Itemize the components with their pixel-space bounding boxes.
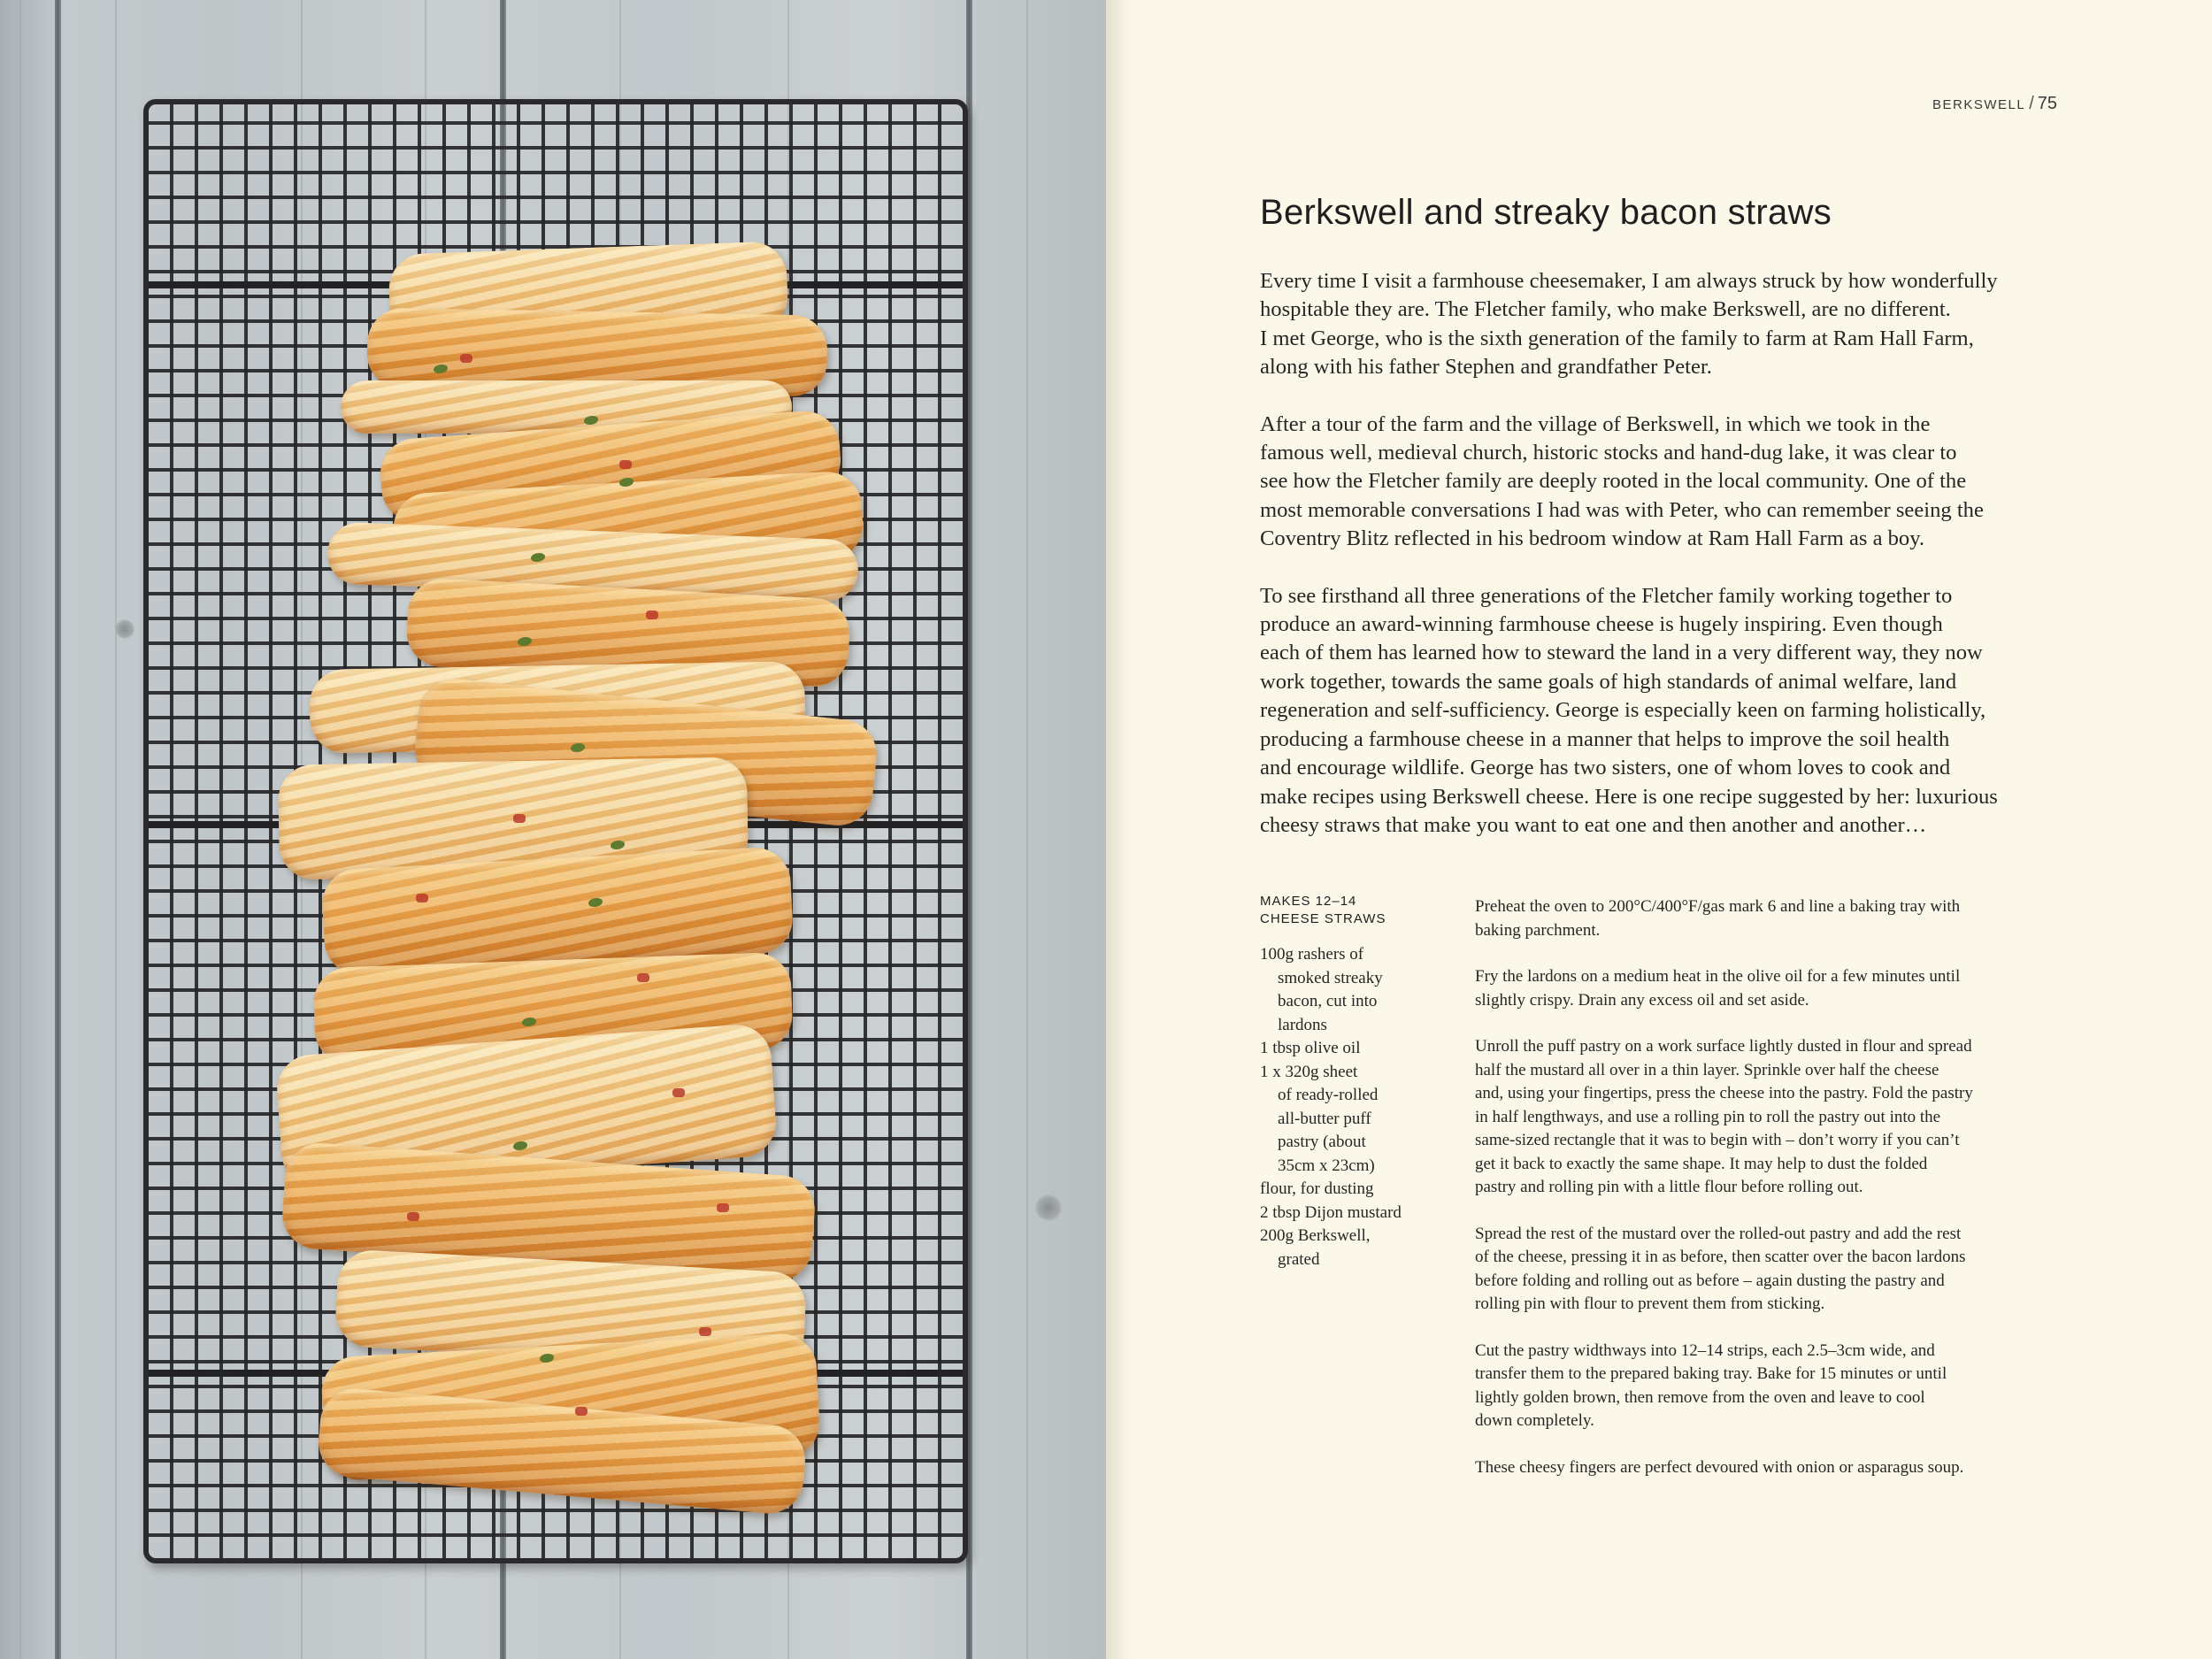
ingredient-line: pastry (about <box>1278 1133 1366 1151</box>
method-line: Fry the lardons on a medium heat in the olive oil for a few minutes until <box>1475 967 1961 986</box>
intro-paragraph <box>1260 267 2065 382</box>
intro-line: most memorable conversations I had was with Peter, who can remember seeing the <box>1260 497 1984 522</box>
method-line: same-sized rectangle that it was to begin with – don’t worry if you can’t <box>1475 1131 1960 1149</box>
ingredient-item <box>1260 1225 1472 1271</box>
intro-line: Coventry Blitz reflected in his bedroom window at Ram Hall Farm as a boy. <box>1260 526 1925 551</box>
ingredient-line: 35cm x 23cm) <box>1278 1156 1375 1175</box>
bacon-bit <box>416 894 428 902</box>
yield-line: CHEESE STRAWS <box>1260 911 1386 926</box>
bacon-bit <box>637 973 649 982</box>
method-line: Spread the rest of the mustard over the rolled-out pastry and add the rest <box>1475 1224 1962 1243</box>
section-name: BERKSWELL <box>1932 97 2026 112</box>
intro-paragraph <box>1260 411 2065 554</box>
bacon-bit <box>513 814 526 823</box>
intro-line: work together, towards the same goals of high standards of animal welfare, land <box>1260 669 1957 694</box>
method-line: Cut the pastry widthways into 12–14 strips, each 2.5–3cm wide, and <box>1475 1340 1935 1360</box>
ingredient-line: of ready-rolled <box>1278 1086 1379 1104</box>
ingredient-line: 1 tbsp olive oil <box>1260 1039 1361 1057</box>
intro-line: hospitable they are. The Fletcher family, who make Berkswell, are no different. <box>1260 297 1951 322</box>
bacon-bit <box>575 1407 588 1416</box>
method-line: of the cheese, pressing it in as before, then scatter over the bacon lardons <box>1475 1248 1966 1266</box>
method-line: half the mustard all over in a thin layer. Sprinkle over half the cheese <box>1475 1060 1939 1079</box>
method-line: get it back to exactly the same shape. It may help to dust the folded <box>1475 1154 1928 1173</box>
intro-paragraph <box>1260 582 2065 841</box>
ingredient-line: bacon, cut into <box>1278 992 1378 1010</box>
method-line: rolling pin with flour to prevent them from sticking. <box>1475 1294 1825 1313</box>
yield-line: MAKES 12–14 <box>1260 894 1357 909</box>
running-head <box>1932 94 2057 114</box>
method-line: and, using your fingertips, press the cheese into the pastry. Fold the pastry <box>1475 1084 1973 1102</box>
ingredient-line: grated <box>1278 1249 1320 1269</box>
intro-line: see how the Fletcher family are deeply rooted in the local community. One of the <box>1260 469 1967 494</box>
intro-line: regeneration and self-sufficiency. George is especially keen on farming holistically, <box>1260 698 1986 723</box>
intro-line: Every time I visit a farmhouse cheesemaker, I am always struck by how wonderfully <box>1260 269 1998 293</box>
intro-line: each of them has learned how to steward the land in a very different way, they now <box>1260 641 1983 665</box>
bacon-bit <box>619 460 632 469</box>
intro-line: along with his father Stephen and grandfather Peter. <box>1260 355 1712 380</box>
recipe-page <box>1106 0 2212 1659</box>
ingredient-line: flour, for dusting <box>1260 1179 1374 1198</box>
intro-line: I met George, who is the sixth generation of the family to farm at Ram Hall Farm, <box>1260 326 1974 350</box>
method-line: lightly golden brown, then remove from the oven and leave to cool <box>1475 1387 1925 1407</box>
intro-line: and encourage wildlife. George has two sisters, one of whom loves to cook and <box>1260 756 1951 780</box>
method-step <box>1475 1223 2077 1317</box>
ingredients-list <box>1260 943 1472 1271</box>
intro-line: To see firsthand all three generations of the Fletcher family working together to <box>1260 583 1953 608</box>
method-line: down completely. <box>1475 1411 1594 1430</box>
method-line: baking parchment. <box>1475 920 1601 940</box>
method-line: These cheesy fingers are perfect devoured with onion or asparagus soup. <box>1475 1457 1964 1477</box>
method-step <box>1475 1340 2077 1433</box>
intro-line: After a tour of the farm and the village of Berkswell, in which we took in the <box>1260 411 1931 436</box>
ingredient-line: lardons <box>1278 1015 1327 1034</box>
method-line: Preheat the oven to 200°C/400°F/gas mark 6 and line a baking tray with <box>1475 897 1961 916</box>
method-line: in half lengthways, and use a rolling pin to roll the pastry out into the <box>1475 1107 1941 1126</box>
ingredient-item <box>1260 1037 1472 1061</box>
method-step <box>1475 1456 2077 1480</box>
method-steps <box>1475 895 2077 1502</box>
ingredient-item <box>1260 943 1472 1037</box>
ingredient-line: 200g Berkswell, <box>1260 1226 1371 1245</box>
ingredient-line: smoked streaky <box>1278 968 1383 987</box>
intro-line: produce an award-winning farmhouse cheese is hugely inspiring. Even though <box>1260 612 1943 637</box>
page-gutter-shadow <box>1106 0 1131 1659</box>
recipe-title: Berkswell and streaky bacon straws <box>1260 193 1832 232</box>
bacon-bit <box>717 1203 729 1212</box>
method-line: transfer them to the prepared baking tray. Bake for 15 minutes or until <box>1475 1364 1947 1383</box>
ingredient-item <box>1260 1178 1472 1202</box>
intro-text <box>1260 267 2065 868</box>
method-step <box>1475 965 2077 1012</box>
running-head-separator: / <box>2029 94 2034 113</box>
method-line: pastry and rolling pin with a little flour before rolling out. <box>1475 1178 1863 1196</box>
ingredient-line: all-butter puff <box>1278 1109 1371 1128</box>
intro-line: make recipes using Berkswell cheese. Here is one recipe suggested by her: luxurious <box>1260 784 1998 809</box>
ingredient-line: 2 tbsp Dijon mustard <box>1260 1202 1402 1222</box>
method-step <box>1475 1035 2077 1200</box>
bacon-bit <box>672 1088 685 1097</box>
bacon-bit <box>699 1327 711 1336</box>
recipe-yield <box>1260 893 1386 928</box>
intro-line: famous well, medieval church, historic stocks and hand-dug lake, it was clear to <box>1260 441 1957 465</box>
ingredient-item <box>1260 1202 1472 1225</box>
intro-line: cheesy straws that make you want to eat one and then another and another… <box>1260 812 1927 837</box>
page-number: 75 <box>2037 94 2057 113</box>
ingredient-item <box>1260 1061 1472 1179</box>
method-line: before folding and rolling out as before – again dusting the pastry and <box>1475 1271 1945 1290</box>
method-line: Unroll the puff pastry on a work surface lightly dusted in flour and spread <box>1475 1037 1972 1056</box>
bacon-bit <box>407 1212 419 1221</box>
method-line: slightly crispy. Drain any excess oil and set aside. <box>1475 990 1809 1010</box>
bacon-bit <box>460 354 472 363</box>
ingredient-line: 1 x 320g sheet <box>1260 1062 1358 1081</box>
bacon-bit <box>646 611 658 619</box>
ingredient-line: 100g rashers of <box>1260 945 1364 964</box>
intro-line: producing a farmhouse cheese in a manner that helps to improve the soil health <box>1260 726 1950 751</box>
method-step <box>1475 895 2077 942</box>
